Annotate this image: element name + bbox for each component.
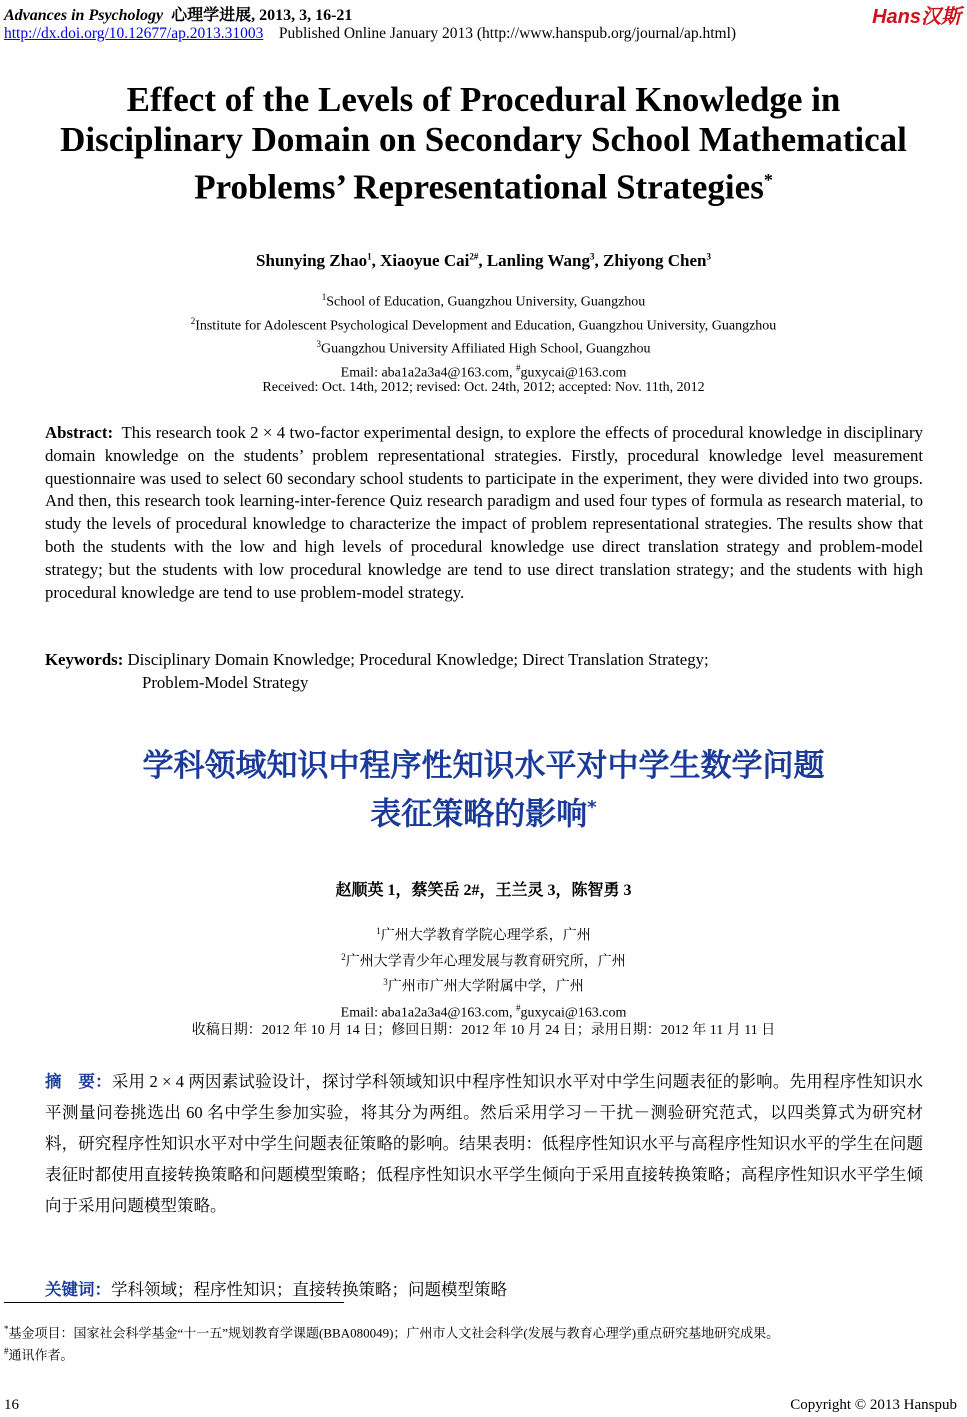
abstract-label: Abstract:: [45, 423, 114, 442]
copyright: Copyright © 2013 Hanspub: [790, 1397, 957, 1413]
funding-note: 基金项目：国家社会科学基金“十一五”规划教育学课题(BBA080049)；广州市人文社会科学(发展与教育心理学)重点研究基地研究成果。: [8, 1325, 780, 1341]
keywords-label: 关键词：: [45, 1280, 111, 1299]
email-text: guxycai@163.com: [520, 1005, 627, 1021]
author-sup: 3: [706, 251, 711, 262]
abstract-text: This research took 2 × 4 two-factor experimental design, to explore the effects of procedural knowledge in disciplinary domain knowledge on the students’ problem representational strategies. Firstly, procedural knowledge level measurement questionnaire was used to select 60 secondary school students to participate in the experiment, they were divided into two groups. And then, this research took learning-inter-ference Quiz research paradigm and used four types of formula as research material, to study the levels of procedural knowledge to characterize the impact of problem representational strategies. The results show that both the students with the low and high levels of procedural knowledge use direct translation strategy and problem-model strategy; but the students with low procedural knowledge are tend to use direct translation strategy; and the students with high procedural knowledge are tend to use problem-model strategy.: [45, 423, 923, 602]
affiliation: 广州大学教育学院心理学系，广州: [380, 928, 591, 944]
footnotes: [4, 1320, 779, 1365]
email-text: Email: aba1a2a3a4@163.com,: [340, 365, 517, 381]
journal-header: [4, 2, 352, 25]
chinese-title: [0, 746, 967, 835]
abstract-text: 采用 2 × 4 两因素试验设计，探讨学科领域知识中程序性知识水平对中学生问题表征的影响。先用程序性知识水平测量问卷挑选出 60 名中学生参加实验，将其分为两组。然后采用学习－干扰－测验研究范式，以四类算式为研究材料，研究程序性知识水平对中学生问题表征策略的影响。结果表明：低程序性知识水平与高程序性知识水平的学生在问题表征时都使用直接转换策略和问题模型策略；低程序性知识水平学生倾向于采用直接转换策略；高程序性知识水平学生倾向于采用问题模型策略。: [45, 1072, 923, 1215]
aff-sup: 1: [321, 292, 327, 302]
keywords-label: Keywords:: [45, 650, 124, 669]
title-line: Problems’ Representational Strategies: [194, 167, 764, 207]
english-keywords: [45, 648, 923, 694]
corresponding-note: 通讯作者。: [8, 1347, 74, 1363]
author: Xiaoyue Cai: [380, 251, 470, 270]
english-abstract: [45, 422, 923, 604]
affiliation: 广州市广州大学附属中学，广州: [387, 979, 584, 995]
author: Zhiyong Chen: [603, 251, 707, 270]
email-mark: #: [516, 362, 521, 373]
aff-sup: 2: [190, 315, 196, 326]
footnote-divider: [4, 1302, 344, 1303]
chinese-keywords: [45, 1276, 507, 1300]
keywords-text: Disciplinary Domain Knowledge; Procedural Knowledge; Direct Translation Strategy;: [127, 650, 709, 669]
keywords-text: Problem-Model Strategy: [142, 673, 309, 692]
hans-logo: Hans汉斯: [872, 6, 961, 28]
chinese-dates: 收稿日期：2012 年 10 月 14 日；修回日期：2012 年 10 月 24 日；录用日期：2012 年 11 月 11 日: [191, 1023, 776, 1038]
english-authors: Shunying Zhao$^1$, Xiaoyue Cai$^{2\#}$, Lanling Wang$^3$, Zhiyong Chen$^3$: [256, 251, 711, 270]
abstract-label: 摘 要：: [45, 1072, 112, 1091]
chinese-authors: 赵顺英 1，蔡笑岳 2#，王兰灵 3，陈智勇 3: [335, 882, 632, 899]
title-line: Effect of the Levels of Procedural Knowledge in: [126, 80, 841, 119]
english-affiliations: [0, 288, 967, 383]
author: Shunying Zhao: [256, 251, 368, 270]
aff-sup: 2: [341, 951, 346, 962]
affiliation: 广州大学青少年心理发展与教育研究所，广州: [345, 954, 626, 970]
footnote-mark: #: [4, 1346, 9, 1357]
keywords-text: 学科领域；程序性知识；直接转换策略；问题模型策略: [111, 1280, 507, 1299]
author-sup: 2#: [469, 251, 479, 262]
author-sup: 1: [367, 251, 372, 262]
chinese-abstract: [45, 1066, 923, 1221]
email-text: guxycai@163.com: [520, 365, 627, 381]
journal-citation: 心理学进展, 2013, 3, 16-21: [171, 7, 353, 24]
journal-name: Advances in Psychology: [4, 7, 164, 24]
author: Lanling Wang: [486, 251, 590, 270]
doi-link[interactable]: http://dx.doi.org/10.12677/ap.2013.31003: [4, 25, 264, 42]
english-title: [0, 80, 967, 208]
aff-sup: 3: [316, 339, 322, 350]
title-line: 学科领域知识中程序性知识水平对中学生数学问题: [142, 748, 825, 784]
doi-line: [4, 25, 736, 43]
title-footnote-mark: *: [587, 797, 597, 818]
published-info: Published Online January 2013 (http://www.hanspub.org/journal/ap.html): [278, 25, 737, 42]
author-sup: 3: [590, 251, 595, 262]
aff-sup: 1: [376, 926, 381, 936]
title-line: 表征策略的影响: [370, 796, 588, 833]
aff-sup: 3: [383, 977, 388, 988]
page-number: 16: [4, 1397, 19, 1413]
chinese-affiliations: [0, 921, 967, 1024]
affiliation: Institute for Adolescent Psychological Development and Education, Guangzhou University, Guangzhou: [195, 318, 777, 334]
received-dates: Received: Oct. 14th, 2012; revised: Oct. 24th, 2012; accepted: Nov. 11th, 2012: [262, 380, 705, 395]
title-footnote-mark: *: [763, 170, 773, 190]
affiliation: Guangzhou University Affiliated High School, Guangzhou: [321, 341, 651, 357]
footnote-mark: *: [4, 1324, 9, 1334]
email-mark: #: [516, 1002, 521, 1013]
email-text: Email: aba1a2a3a4@163.com,: [340, 1005, 517, 1021]
affiliation: School of Education, Guangzhou University, Guangzhou: [326, 294, 646, 310]
title-line: Disciplinary Domain on Secondary School Mathematical: [60, 120, 907, 159]
